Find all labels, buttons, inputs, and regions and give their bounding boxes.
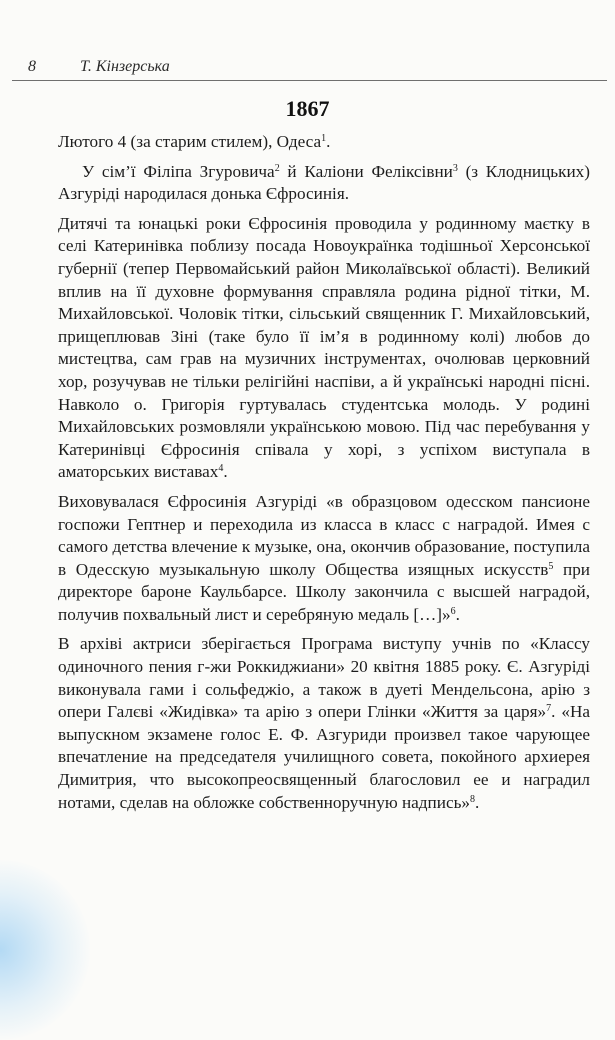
header-rule — [12, 80, 607, 81]
footnote-ref[interactable]: 4 — [218, 463, 224, 475]
paragraph-date: Лютого 4 (за старим стилем), Одеса$^1$. — [58, 132, 331, 151]
footnote-ref[interactable]: 5 — [548, 560, 554, 572]
paragraph-archive: В архіві актриси зберігається Програма виступу учнів по «Классу одиночного пения г-жи Роккиджиани» 20 квітня 1885 року. Є. Азгуріді виконувала гами і сольфеджіо, а також в дуеті Мендельсона, арію з опери Галєві «Жидівка» та арію з опери Глінки «Життя за царя»$^7$. «На выпускном экзамене голос Е. Ф. Азгуриди произвел такое чарующее впечатление на председателя училищного совета, покойного архиерея Димитрия, что высокопреосвященный благословил ее и наградил нотами, сделав на обложке собственноручную надпись»$^8$. — [58, 634, 590, 812]
running-head: Т. Кінзерська — [80, 58, 170, 75]
footnote-ref[interactable]: 7 — [546, 703, 552, 715]
scan-light-glare — [0, 860, 90, 1040]
footnote-ref[interactable]: 1 — [321, 133, 327, 144]
paragraph-education: Виховувалася Єфросинія Азгуріді «в образцовом одесском пансионе госпожи Гептнер и переходила из класса в класс с наградой. Имея с самого детства влечение к музыке, она, окончив образование, поступила в Одесскую музыкальную школу Общества изящных искусств$^5$ при директоре бароне Каульбарсе. Школу закончила с высшей наградой, получив похвальный лист и серебряную медаль […]»$^6$. — [58, 491, 591, 624]
paragraph-childhood: Дитячі та юнацькі роки Єфросинія проводила у родинному маєтку в селі Катеринівка поблизу посада Новоукраїнка тодішньої Херсонської губернії (тепер Первомайський район Миколаївської області). Великий вплив на її духовне формування справляла родина рідної тітки, М. Михайловської. Чоловік тітки, сільський священник Г. Михайловський, прищеплював Зіні (таке було її ім’я в родинному колі) любов до мистецтва, сам грав на музичних інструментах, очолював церковний хор, розучував не тільки релігійні наспіви, а й українські народні пісні. Навколо о. Григорія гуртувалась студентська молодь. У родині Михайловських розмовляли українською мовою. Під час перебування у Катеринівці Єфросинія співала у хорі, з успіхом виступала в аматорських виставах$^4$. — [58, 213, 590, 482]
section-year-heading: 1867 — [285, 96, 330, 121]
body-text — [58, 131, 590, 821]
footnote-ref[interactable]: 6 — [450, 605, 456, 617]
footnote-ref[interactable]: 8 — [470, 793, 476, 805]
page-number: 8 — [28, 58, 36, 75]
page-header — [0, 0, 615, 84]
footnote-ref[interactable]: 3 — [452, 162, 458, 174]
paragraph-birth: У сім’ї Філіпа Згуровича$^2$ й Каліони Феліксівни$^3$ (з Клодницьких) Азгуріді народилася донька Єфросинія. — [58, 161, 590, 204]
footnote-ref[interactable]: 2 — [274, 162, 280, 174]
